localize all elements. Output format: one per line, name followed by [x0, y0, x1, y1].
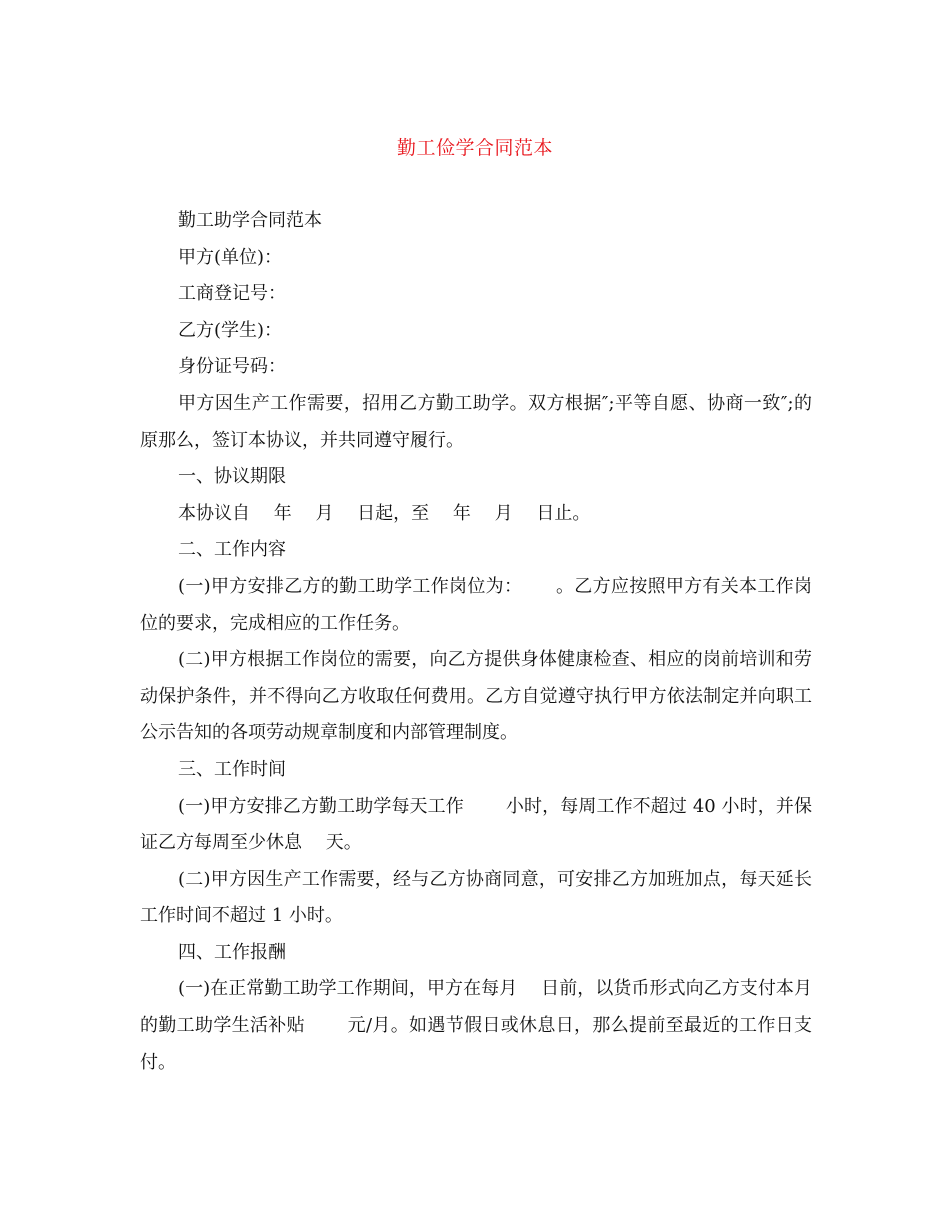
paragraph-contract-heading: 勤工助学合同范本 — [178, 210, 322, 231]
paragraph-party-b: 乙方(学生)： — [178, 319, 283, 341]
section-heading-term: 一、协议期限 — [178, 466, 286, 488]
paragraph-work-hours-1: (一)甲方安排乙方勤工助学每天工作 小时，每周工作不超过 40 小时，并保证乙方每周至少休息 天。 — [140, 795, 812, 854]
document-body — [140, 203, 812, 1081]
paragraph-work-hours-2: (二)甲方因生产工作需要，经与乙方协商同意，可安排乙方加班加点，每天延长工作时间不超过 1 小时。 — [140, 868, 812, 927]
paragraph-preamble: 甲方因生产工作需要，招用乙方勤工助学。双方根据″;平等自愿、协商一致″;的原那么，签订本协议，并共同遵守履行。 — [140, 392, 812, 451]
paragraph-term-dates: 本协议自 年 月 日起，至 年 月 日止。 — [178, 502, 591, 524]
paragraph-party-a: 甲方(单位)： — [178, 246, 283, 268]
section-heading-work-hours: 三、工作时间 — [178, 758, 286, 780]
paragraph-id-number: 身份证号码： — [178, 356, 286, 378]
paragraph-compensation-1: (一)在正常勤工助学工作期间，甲方在每月 日前，以货币形式向乙方支付本月的勤工助学生活补贴 元/月。如遇节假日或休息日，那么提前至最近的工作日支付。 — [140, 978, 812, 1073]
section-heading-compensation: 四、工作报酬 — [178, 941, 286, 963]
paragraph-work-content-1: (一)甲方安排乙方的勤工助学工作岗位为： 。乙方应按照甲方有关本工作岗位的要求，完成相应的工作任务。 — [140, 575, 812, 634]
section-heading-work-content: 二、工作内容 — [178, 539, 286, 561]
document-title: 勤工俭学合同范本 — [396, 137, 553, 159]
paragraph-work-content-2: (二)甲方根据工作岗位的需要，向乙方提供身体健康检查、相应的岗前培训和劳动保护条件，并不得向乙方收取任何费用。乙方自觉遵守执行甲方依法制定并向职工公示告知的各项劳动规章制度和内部管理制度。 — [140, 649, 812, 744]
paragraph-business-registration: 工商登记号： — [178, 283, 286, 305]
